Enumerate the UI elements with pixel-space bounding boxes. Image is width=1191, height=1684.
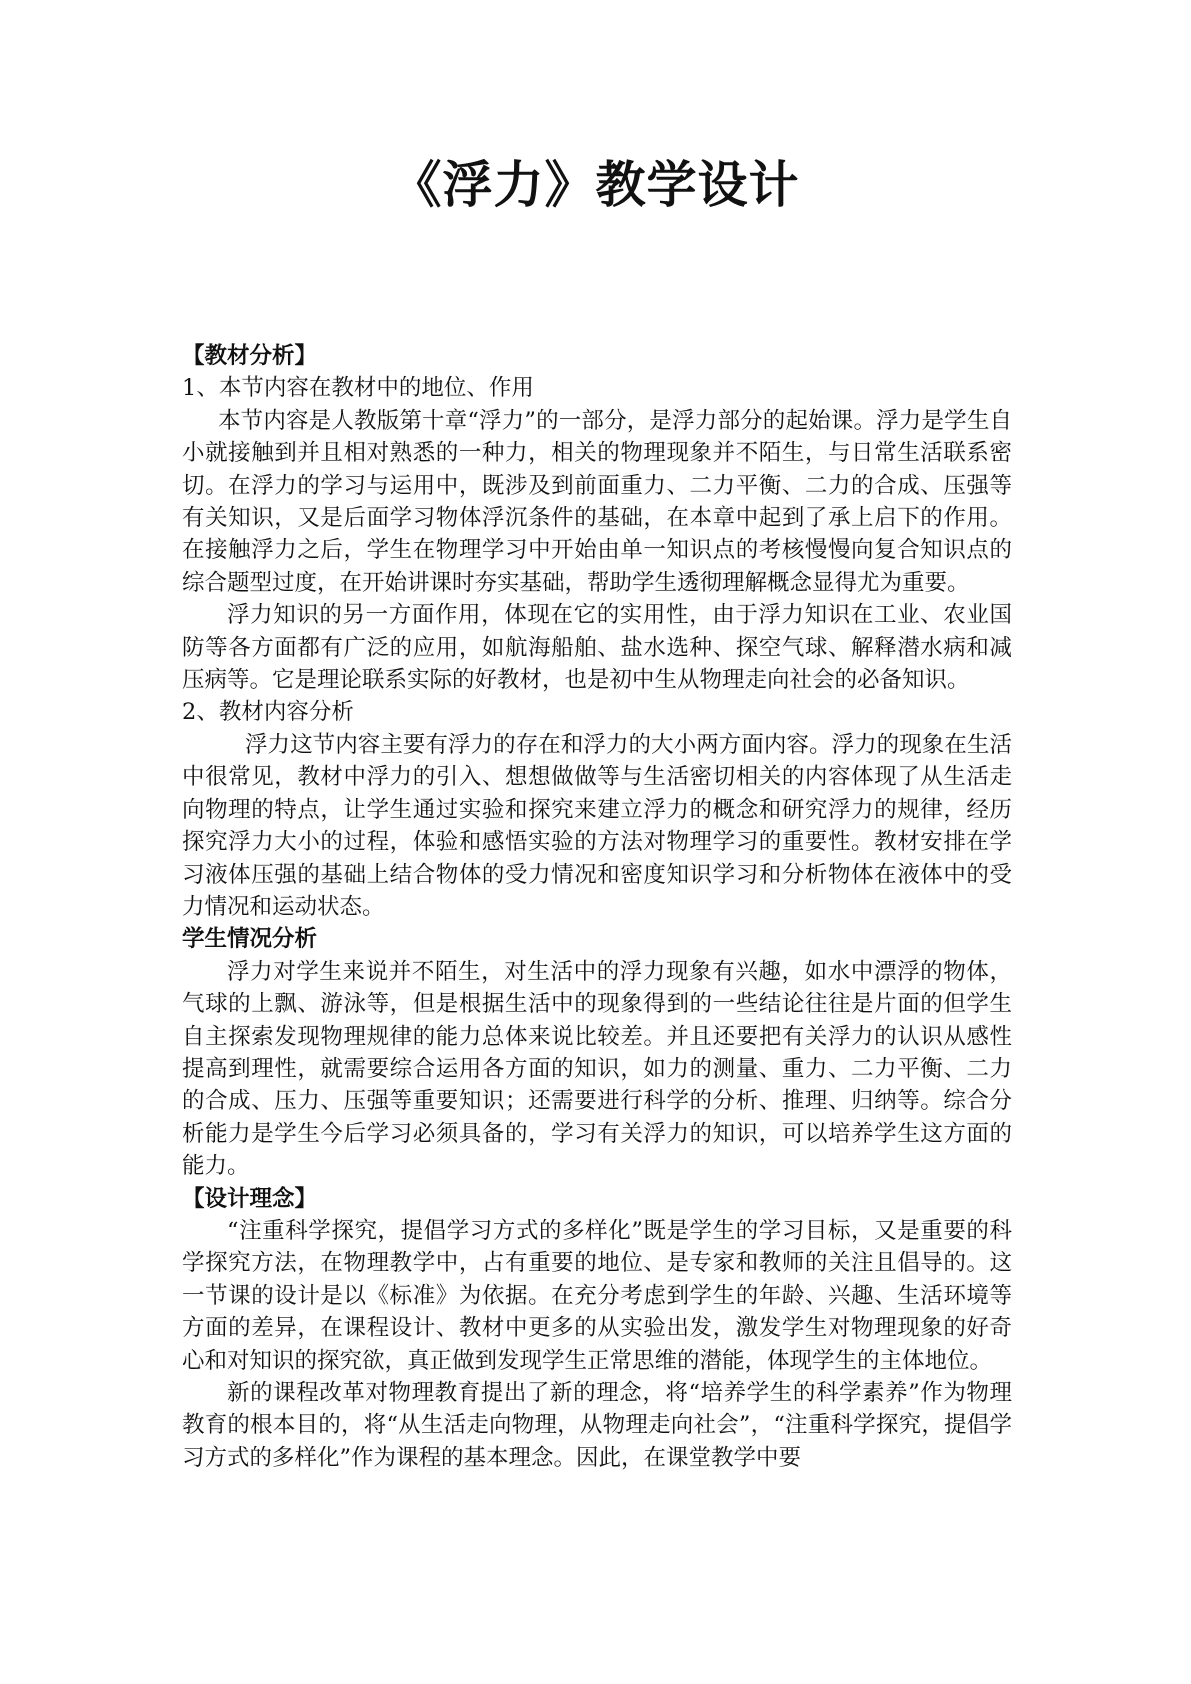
- paragraph: “注重科学探究，提倡学习方式的多样化”既是学生的学习目标，又是重要的科学探究方法，在物理教学中，占有重要的地位、是专家和教师的关注且倡导的。这一节课的设计是以《标准》为依据。在充分考虑到学生的年龄、兴趣、生活环境等方面的差异，在课程设计、教材中更多的从实验出发，激发学生对物理现象的好奇心和对知识的探究欲，真正做到发现学生正常思维的潜能，体现学生的主体地位。: [182, 1217, 1012, 1374]
- section-heading-design-concept: 【设计理念】: [182, 1185, 318, 1212]
- paragraph: 本节内容是人教版第十章“浮力”的一部分，是浮力部分的起始课。浮力是学生自小就接触到并且相对熟悉的一种力，相关的物理现象并不陌生，与日常生活联系密切。在浮力的学习与运用中，既涉及到前面重力、二力平衡、二力的合成、压强等有关知识，又是后面学习物体浮沉条件的基础，在本章中起到了承上启下的作用。在接触浮力之后，学生在物理学习中开始由单一知识点的考核慢慢向复合知识点的综合题型过度，在开始讲课时夯实基础，帮助学生透彻理解概念显得尤为重要。: [182, 407, 1012, 596]
- document-body: [182, 340, 1012, 1474]
- paragraph: 浮力对学生来说并不陌生，对生活中的浮力现象有兴趣，如水中漂浮的物体，气球的上飘、游泳等，但是根据生活中的现象得到的一些结论往往是片面的但学生自主探索发现物理规律的能力总体来说比较差。并且还要把有关浮力的认识从感性提高到理性，就需要综合运用各方面的知识，如力的测量、重力、二力平衡、二力的合成、压力、压强等重要知识；还需要进行科学的分析、推理、归纳等。综合分析能力是学生今后学习必须具备的，学习有关浮力的知识，可以培养学生这方面的能力。: [182, 958, 1012, 1180]
- document-title: 《浮力》教学设计: [391, 155, 800, 214]
- paragraph: 浮力这节内容主要有浮力的存在和浮力的大小两方面内容。浮力的现象在生活中很常见，教材中浮力的引入、想想做做等与生活密切相关的内容体现了从生活走向物理的特点，让学生通过实验和探究来建立浮力的概念和研究浮力的规律，经历探究浮力大小的过程，体验和感悟实验的方法对物理学习的重要性。教材安排在学习液体压强的基础上结合物体的受力情况和密度知识学习和分析物体在液体中的受力情况和运动状态。: [182, 731, 1012, 920]
- subsection-heading-content-analysis: 2、教材内容分析: [182, 699, 354, 726]
- section-heading-student-analysis: 学生情况分析: [182, 926, 318, 953]
- section-heading-textbook-analysis: 【教材分析】: [182, 343, 318, 369]
- paragraph: 新的课程改革对物理教育提出了新的理念，将“培养学生的科学素养”作为物理教育的根本目的，将“从生活走向物理，从物理走向社会”，“注重科学探究，提倡学习方式的多样化”作为课程的基本理念。因此，在课堂教学中要: [182, 1380, 1012, 1471]
- paragraph: 浮力知识的另一方面作用，体现在它的实用性，由于浮力知识在工业、农业国防等各方面都有广泛的应用，如航海船舶、盐水选种、探空气球、解释潜水病和减压病等。它是理论联系实际的好教材，也是初中生从物理走向社会的必备知识。: [182, 602, 1012, 694]
- subsection-heading-position-role: 1、本节内容在教材中的地位、作用: [182, 375, 534, 402]
